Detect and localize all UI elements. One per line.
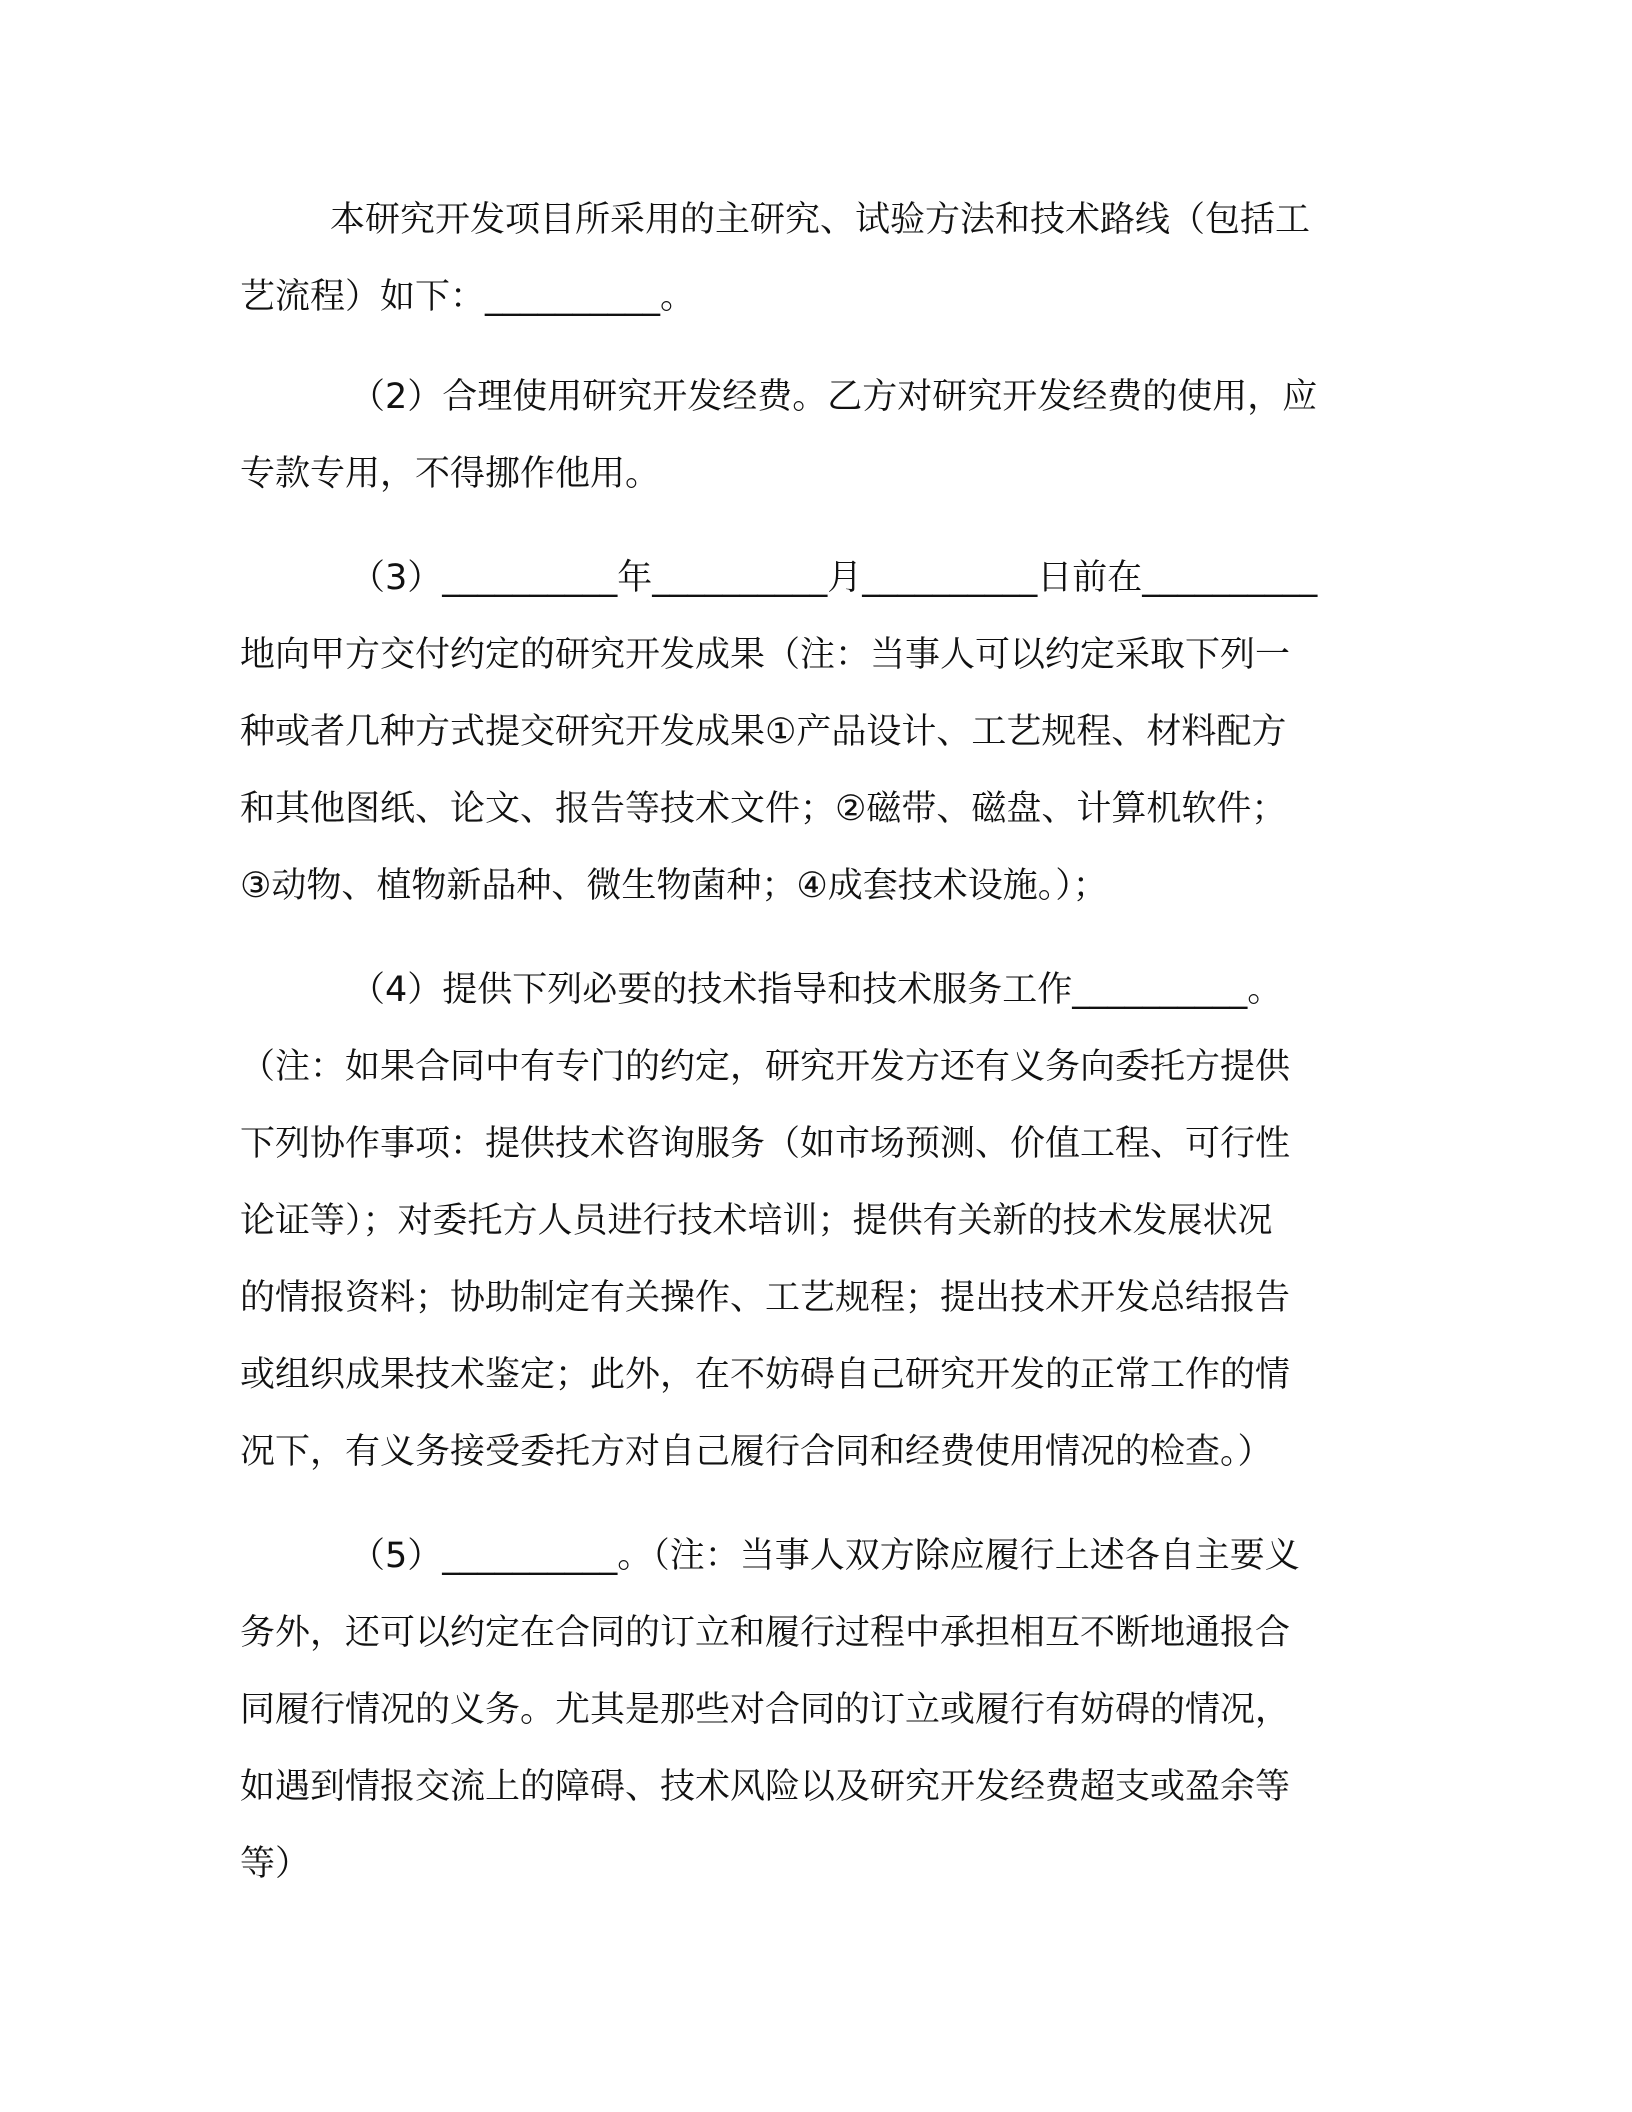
paragraph-line: 地向甲方交付约定的研究开发成果（注：当事人可以约定采取下列一 — [240, 635, 1291, 675]
paragraph-line: 下列协作事项：提供技术咨询服务（如市场预测、价值工程、可行性 — [240, 1124, 1291, 1164]
paragraph-line: （5）__________。（注：当事人双方除应履行上述各自主要义 — [350, 1536, 1300, 1576]
paragraph-line: （2）合理使用研究开发经费。乙方对研究开发经费的使用，应 — [350, 377, 1318, 417]
paragraph-line: 论证等）；对委托方人员进行技术培训；提供有关新的技术发展状况 — [240, 1201, 1273, 1241]
paragraph-line: 等） — [240, 1844, 311, 1884]
paragraph-line: 种或者几种方式提交研究开发成果①产品设计、工艺规程、材料配方 — [240, 712, 1287, 752]
paragraph-line: 同履行情况的义务。尤其是那些对合同的订立或履行有妨碍的情况， — [240, 1690, 1291, 1730]
paragraph-line: 况下，有义务接受委托方对自己履行合同和经费使用情况的检查。） — [240, 1432, 1273, 1472]
paragraph-line: 和其他图纸、论文、报告等技术文件；②磁带、磁盘、计算机软件； — [240, 789, 1287, 829]
paragraph-line: 如遇到情报交流上的障碍、技术风险以及研究开发经费超支或盈余等 — [240, 1767, 1291, 1807]
paragraph-line: 本研究开发项目所采用的主研究、试验方法和技术路线（包括工 — [330, 200, 1311, 240]
paragraph-line: 专款专用，不得挪作他用。 — [240, 454, 661, 494]
paragraph-line: 或组织成果技术鉴定；此外，在不妨碍自己研究开发的正常工作的情 — [240, 1355, 1291, 1395]
paragraph-line: （3）__________年__________月__________日前在__________ — [350, 558, 1318, 598]
paragraph-line: 务外，还可以约定在合同的订立和履行过程中承担相互不断地通报合 — [240, 1613, 1291, 1653]
paragraph-line: ③动物、植物新品种、微生物菌种；④成套技术设施。）； — [240, 866, 1108, 906]
paragraph-line: （4）提供下列必要的技术指导和技术服务工作__________。 — [350, 970, 1283, 1010]
paragraph-line: （注：如果合同中有专门的约定，研究开发方还有义务向委托方提供 — [240, 1047, 1291, 1087]
paragraph-line: 艺流程）如下：__________。 — [240, 277, 696, 317]
paragraph-line: 的情报资料；协助制定有关操作、工艺规程；提出技术开发总结报告 — [240, 1278, 1291, 1318]
